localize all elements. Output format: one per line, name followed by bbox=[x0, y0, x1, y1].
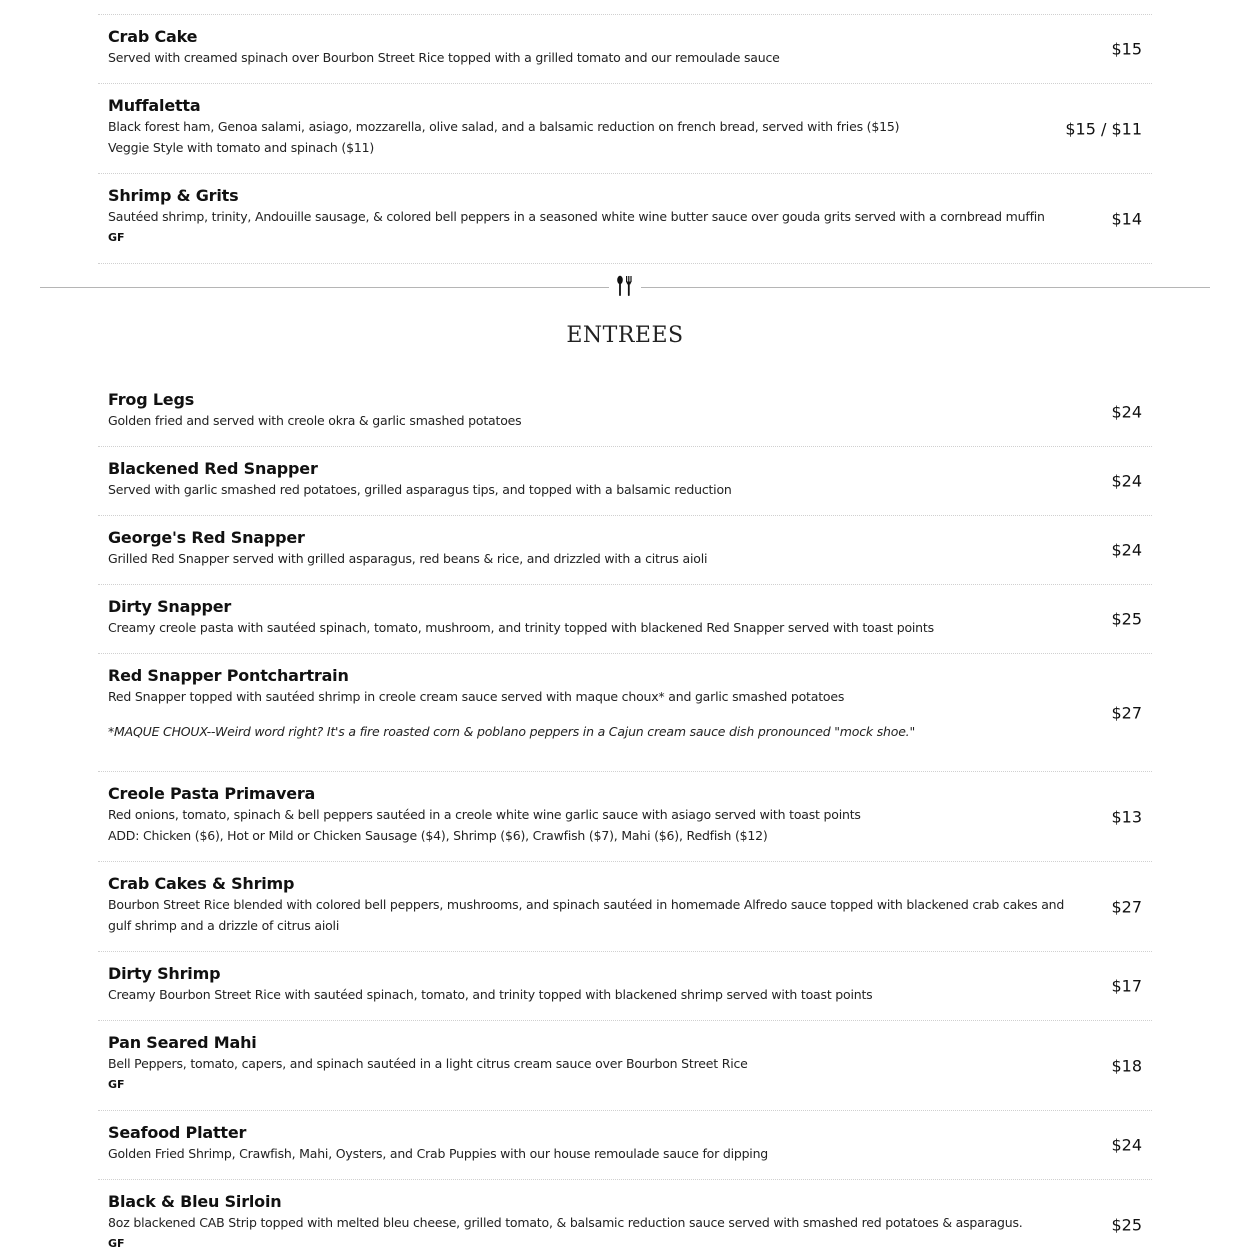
menu-item-dirty-shrimp bbox=[98, 952, 1152, 1021]
item-name: Red Snapper Pontchartrain bbox=[108, 666, 349, 685]
menu-item-blackened-red-snapper bbox=[98, 447, 1152, 516]
item-name: Crab Cakes & Shrimp bbox=[108, 874, 295, 893]
item-description: Grilled Red Snapper served with grilled asparagus, red beans & rice, and drizzled with a citrus aioli bbox=[108, 551, 708, 566]
menu-item-georges-red-snapper bbox=[98, 516, 1152, 585]
menu-item-creole-pasta-primavera bbox=[98, 772, 1152, 862]
item-description: 8oz blackened CAB Strip topped with melted bleu cheese, grilled tomato, & balsamic reduction sauce served with smashed red potatoes & asparagus. bbox=[108, 1215, 1023, 1230]
item-price: $13 bbox=[1111, 807, 1142, 826]
item-price: $25 bbox=[1111, 1215, 1142, 1235]
item-name: Black & Bleu Sirloin bbox=[108, 1192, 282, 1211]
item-name: Seafood Platter bbox=[108, 1123, 247, 1142]
item-price: $24 bbox=[1111, 471, 1142, 491]
menu-item-black-bleu-sirloin bbox=[98, 1180, 1152, 1257]
item-price: $18 bbox=[1111, 1056, 1142, 1075]
item-name: Creole Pasta Primavera bbox=[108, 784, 316, 803]
menu-item-muffaletta bbox=[98, 84, 1152, 174]
item-price: $15 / $11 bbox=[1065, 119, 1142, 138]
top-menu-list bbox=[98, 0, 1152, 264]
item-description: Red onions, tomato, spinach & bell peppers sautéed in a creole white wine garlic sauce with asiago served with toast points bbox=[108, 807, 861, 822]
menu-item-crab-cake bbox=[98, 15, 1152, 84]
menu-item-pan-seared-mahi bbox=[98, 1021, 1152, 1111]
item-name: Dirty Snapper bbox=[108, 597, 232, 616]
item-price: $25 bbox=[1111, 609, 1142, 629]
item-description: Creamy Bourbon Street Rice with sautéed spinach, tomato, and trinity topped with blackened shrimp served with toast points bbox=[108, 987, 873, 1002]
entrees-menu-list bbox=[98, 378, 1152, 1257]
item-price: $27 bbox=[1111, 897, 1142, 916]
gluten-free-tag: GF bbox=[108, 1237, 125, 1250]
item-price: $17 bbox=[1111, 976, 1142, 996]
item-name: Muffaletta bbox=[108, 96, 201, 115]
item-name: Frog Legs bbox=[108, 390, 195, 409]
gluten-free-tag: GF bbox=[108, 231, 125, 244]
item-name: Shrimp & Grits bbox=[108, 186, 239, 205]
gluten-free-tag: GF bbox=[108, 1078, 125, 1091]
item-description: Creamy creole pasta with sautéed spinach, tomato, mushroom, and trinity topped with blackened Red Snapper served with toast points bbox=[108, 620, 934, 635]
item-name: Crab Cake bbox=[108, 27, 198, 46]
item-description: Red Snapper topped with sautéed shrimp in creole cream sauce served with maque choux* and garlic smashed potatoes bbox=[108, 689, 845, 704]
item-price: $24 bbox=[1111, 540, 1142, 560]
item-price: $24 bbox=[1111, 1135, 1142, 1155]
item-name: Pan Seared Mahi bbox=[108, 1033, 257, 1052]
item-description: Served with creamed spinach over Bourbon Street Rice topped with a grilled tomato and our remoulade sauce bbox=[108, 50, 780, 65]
menu-item-frog-legs bbox=[98, 378, 1152, 447]
item-price: $14 bbox=[1111, 209, 1142, 228]
item-description: Served with garlic smashed red potatoes, grilled asparagus tips, and topped with a balsamic reduction bbox=[108, 482, 732, 497]
item-description: Bourbon Street Rice blended with colored bell peppers, mushrooms, and spinach sautéed in homemade Alfredo sauce topped with blackened crab cakes and gulf shrimp and a drizzle of citrus aioli bbox=[108, 897, 1065, 933]
menu-item-red-snapper-pontchartrain bbox=[98, 654, 1152, 772]
item-description: Golden fried and served with creole okra & garlic smashed potatoes bbox=[108, 413, 522, 428]
fork-and-spoon-icon bbox=[609, 274, 641, 300]
section-title-entrees: ENTREES bbox=[566, 323, 684, 348]
item-add-ons: ADD: Chicken ($6), Hot or Mild or Chicken Sausage ($4), Shrimp ($6), Crawfish ($7), Mahi ($6), Redfish ($12) bbox=[108, 828, 768, 843]
item-name: Dirty Shrimp bbox=[108, 964, 221, 983]
menu-item-dirty-snapper bbox=[98, 585, 1152, 654]
item-footnote: *MAQUE CHOUX--Weird word right? It's a fire roasted corn & poblano peppers in a Cajun cream sauce dish pronounced "mock shoe." bbox=[108, 724, 916, 739]
item-description: Sautéed shrimp, trinity, Andouille sausage, & colored bell peppers in a seasoned white wine butter sauce over gouda grits served with a cornbread muffin bbox=[108, 209, 1045, 224]
item-description: Bell Peppers, tomato, capers, and spinach sautéed in a light citrus cream sauce over Bourbon Street Rice bbox=[108, 1056, 748, 1071]
item-price: $27 bbox=[1111, 703, 1142, 722]
item-price: $15 bbox=[1111, 39, 1142, 59]
item-name: George's Red Snapper bbox=[108, 528, 305, 547]
menu-item-seafood-platter bbox=[98, 1111, 1152, 1180]
menu-item-crab-cakes-shrimp bbox=[98, 862, 1152, 952]
item-price: $24 bbox=[1111, 402, 1142, 422]
item-name: Blackened Red Snapper bbox=[108, 459, 318, 478]
item-description-variant: Veggie Style with tomato and spinach ($11) bbox=[108, 140, 375, 155]
item-description: Black forest ham, Genoa salami, asiago, mozzarella, olive salad, and a balsamic reduction on french bread, served with fries ($15) bbox=[108, 119, 900, 134]
menu-item-partial bbox=[98, 0, 1152, 15]
menu-item-shrimp-grits bbox=[98, 174, 1152, 264]
item-description: Golden Fried Shrimp, Crawfish, Mahi, Oysters, and Crab Puppies with our house remoulade sauce for dipping bbox=[108, 1146, 769, 1161]
